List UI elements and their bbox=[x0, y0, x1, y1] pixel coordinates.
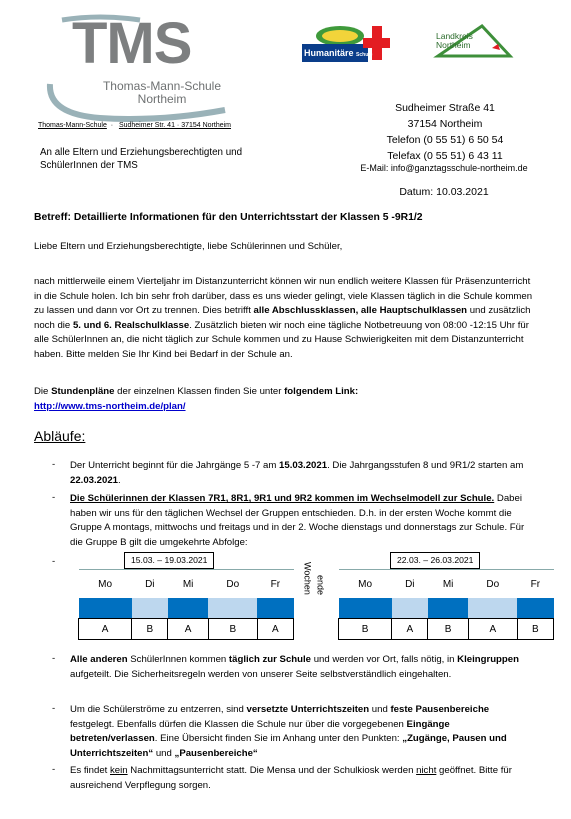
bullet-dash: - bbox=[52, 653, 56, 664]
humanitaere-text: Humanitäre bbox=[304, 48, 354, 58]
letter-date: Datum: 10.03.2021 bbox=[399, 186, 489, 198]
day-color-cell bbox=[392, 598, 428, 619]
bullet-dash: - bbox=[52, 492, 56, 503]
day-color-cell bbox=[132, 598, 168, 619]
text-bold: Eingänge betreten/verlassen bbox=[70, 718, 450, 745]
group-cell: B bbox=[428, 619, 468, 640]
day-header-cell: Do bbox=[208, 570, 257, 599]
text-bold: versetzte Unterrichtszeiten bbox=[246, 704, 370, 715]
text: Der Unterricht beginnt für die Jahrgänge 5 -7 am bbox=[70, 460, 280, 471]
day-header-cell: Mo bbox=[339, 570, 392, 599]
weekend-label bbox=[300, 562, 328, 597]
group-cell: B bbox=[339, 619, 392, 640]
landkreis-logo-text bbox=[436, 32, 473, 50]
day-header-cell: Mi bbox=[428, 570, 468, 599]
schule-text: Schule bbox=[356, 52, 373, 58]
day-color-cell bbox=[468, 598, 517, 619]
text: Die bbox=[34, 386, 52, 397]
day-color-cell bbox=[168, 598, 208, 619]
text: . Zusätzlich bieten wir noch eine tägliche Notbetreuung von 08:00 -12:15 Uhr für alle SchülerInnen an, die nicht täglich zur Schule kommen und zu Hause Schwierigkeiten mit dem Distanzunterricht haben. Bitte melden Sie Ihr Kind bei Bedarf in der Schule an. bbox=[34, 319, 529, 360]
text: . Die Jahrgangsstufen 8 und 9R1/2 starten am bbox=[327, 460, 524, 471]
text-underline: nicht bbox=[416, 765, 437, 776]
bullet-dash: - bbox=[52, 764, 56, 775]
group-cell: B bbox=[208, 619, 257, 640]
recipient-block bbox=[40, 146, 280, 172]
text: aufgeteilt. Die Sicherheitsregeln werden von unserer Seite selbstverständlich eingehalten. bbox=[70, 668, 452, 680]
day-header-cell: Mi bbox=[168, 570, 208, 599]
group-cell: A bbox=[257, 619, 293, 640]
northeim-text: Northeim bbox=[436, 40, 471, 50]
group-cell: B bbox=[517, 619, 553, 640]
text: und bbox=[153, 747, 175, 759]
tms-logo-caption bbox=[92, 80, 232, 106]
text: Dabei haben wir uns für den täglichen Wechsel der Gruppen entschieden. D.h. in der ersten Woche kommt die Gruppe A montags, mittwochs und freitags und in der 2. Woche dienstags und donnerstags zur Schule. Für die Gruppe B gilt die umgekehrte Abfolge: bbox=[70, 493, 525, 548]
fax-line: Telefax (0 55 51) 6 43 11 bbox=[387, 150, 503, 162]
bullet-dash: - bbox=[52, 703, 56, 714]
text: SchülerInnen kommen bbox=[127, 654, 229, 665]
text: der einzelnen Klassen finden Sie unter bbox=[114, 386, 285, 397]
paragraph-stundenplaene bbox=[34, 385, 534, 414]
week1-schedule-table bbox=[78, 569, 294, 640]
text: und bbox=[369, 704, 391, 715]
list-item bbox=[70, 492, 530, 550]
email-line: E-Mail: info@ganztagsschule-northeim.de bbox=[360, 163, 528, 173]
day-header-cell: Mo bbox=[79, 570, 132, 599]
list-item bbox=[70, 653, 530, 682]
phone-line: Telefon (0 55 51) 6 50 54 bbox=[386, 134, 504, 146]
text: festgelegt. Ebenfalls dürfen die Klassen die Schule nur über die vorgegebenen bbox=[70, 718, 407, 730]
school-return-address: Thomas-Mann-Schule · Sudheimer Str. 41 · 37154 Northeim bbox=[38, 122, 231, 129]
text: . bbox=[118, 474, 121, 486]
day-color-cell bbox=[428, 598, 468, 619]
letter-subject: Betreff: Detaillierte Informationen für den Unterrichtsstart der Klassen 5 -9R1/2 bbox=[34, 212, 423, 223]
school-return-address-street: Sudheimer Str. 41 · 37154 Northeim bbox=[118, 122, 231, 129]
week2-schedule-table bbox=[338, 569, 554, 640]
city-line: 37154 Northeim bbox=[407, 118, 483, 130]
text-bold: 22.03.2021 bbox=[70, 474, 119, 486]
day-header-cell: Di bbox=[392, 570, 428, 599]
text: und werden vor Ort, falls nötig, in bbox=[311, 654, 458, 665]
school-contact-block bbox=[350, 100, 540, 164]
school-return-address-name: Thomas-Mann-Schule bbox=[38, 122, 107, 129]
week1-date-box: 15.03. – 19.03.2021 bbox=[124, 552, 214, 569]
text-bold: Kleingruppen bbox=[457, 654, 519, 665]
text: . Eine Übersicht finden Sie im Anhang unter den Punkten: bbox=[154, 733, 403, 745]
day-header-cell: Do bbox=[468, 570, 517, 599]
day-color-cell bbox=[79, 598, 132, 619]
day-color-cell bbox=[257, 598, 293, 619]
text-bold: folgendem Link: bbox=[284, 386, 359, 397]
week2-date-box: 22.03. – 26.03.2021 bbox=[390, 552, 480, 569]
tms-logo-caption-line2: Northeim bbox=[137, 92, 187, 106]
landkreis-text: Landkreis bbox=[436, 31, 473, 41]
text: Es findet bbox=[70, 765, 110, 776]
day-color-cell bbox=[517, 598, 553, 619]
bullet-dash: - bbox=[52, 459, 56, 470]
street-line: Sudheimer Straße 41 bbox=[395, 102, 495, 114]
text-bold: feste Pausenbereiche bbox=[390, 704, 490, 715]
text-bold: 15.03.2021 bbox=[279, 460, 328, 471]
list-item bbox=[70, 459, 530, 488]
text-bold: täglich zur Schule bbox=[228, 654, 312, 665]
group-cell: A bbox=[392, 619, 428, 640]
weekend-label-line1: Wochen bbox=[302, 562, 313, 595]
list-item bbox=[70, 764, 530, 793]
text: Um die Schülerströme zu entzerren, sind bbox=[70, 704, 247, 715]
text: und zusätzlich noch die bbox=[34, 305, 531, 331]
text-bold: Alle anderen bbox=[70, 654, 128, 665]
text-bold: „Zugänge, Pausen und Unterrichtszeiten“ bbox=[70, 733, 507, 759]
text-bold: „Pausenbereiche“ bbox=[174, 747, 258, 759]
text-bold: 5. und 6. Realschulklasse bbox=[72, 319, 190, 331]
recipient-line: SchülerInnen der TMS bbox=[40, 160, 138, 171]
day-color-cell bbox=[339, 598, 392, 619]
day-header-cell: Fr bbox=[517, 570, 553, 599]
text-bold: alle Abschlussklassen, alle Hauptschulklassen bbox=[253, 305, 468, 317]
tms-logo-caption-line1: Thomas-Mann-Schule bbox=[102, 79, 222, 93]
text-underline: kein bbox=[110, 765, 128, 776]
letter-greeting: Liebe Eltern und Erziehungsberechtigte, liebe Schülerinnen und Schüler, bbox=[34, 241, 343, 252]
day-header-cell: Di bbox=[132, 570, 168, 599]
group-cell: B bbox=[132, 619, 168, 640]
humanitaere-schule-logo-text bbox=[304, 48, 372, 58]
tms-logo-letters: TMS bbox=[72, 11, 192, 76]
text-bold: Stundenpläne bbox=[51, 386, 115, 397]
stundenplan-link[interactable]: http://www.tms-northeim.de/plan/ bbox=[34, 400, 186, 412]
text: nach mittlerweile einem Vierteljahr im Distanzunterricht können wir nun endlich weitere Klassen für Präsenzunterricht in die Schule holen. Ich bin sehr froh darüber, dass es uns wieder gelingt, viele Klassen täglich in die Schule kommen zu lassen und dann vor Ort zu trennen. Dies betrifft bbox=[34, 276, 533, 317]
group-cell: A bbox=[168, 619, 208, 640]
bullet-dash: - bbox=[52, 556, 56, 567]
list-item bbox=[70, 703, 530, 761]
section-title-ablaeufe: Abläufe: bbox=[34, 428, 86, 444]
group-cell: A bbox=[468, 619, 517, 640]
paragraph-intro bbox=[34, 275, 534, 363]
text: geöffnet. Bitte für ausreichend Verpflegung sorgen. bbox=[70, 765, 512, 791]
weekend-label-line2: ende bbox=[315, 574, 326, 595]
day-header-cell: Fr bbox=[257, 570, 293, 599]
text-bold-underline: Die Schülerinnen der Klassen 7R1, 8R1, 9R1 und 9R2 kommen im Wechselmodell zur Schule. bbox=[70, 493, 495, 504]
day-color-cell bbox=[208, 598, 257, 619]
group-cell: A bbox=[79, 619, 132, 640]
text: Nachmittagsunterricht statt. Die Mensa und der Schulkiosk werden bbox=[127, 765, 417, 776]
recipient-line: An alle Eltern und Erziehungsberechtigten und bbox=[40, 147, 243, 158]
